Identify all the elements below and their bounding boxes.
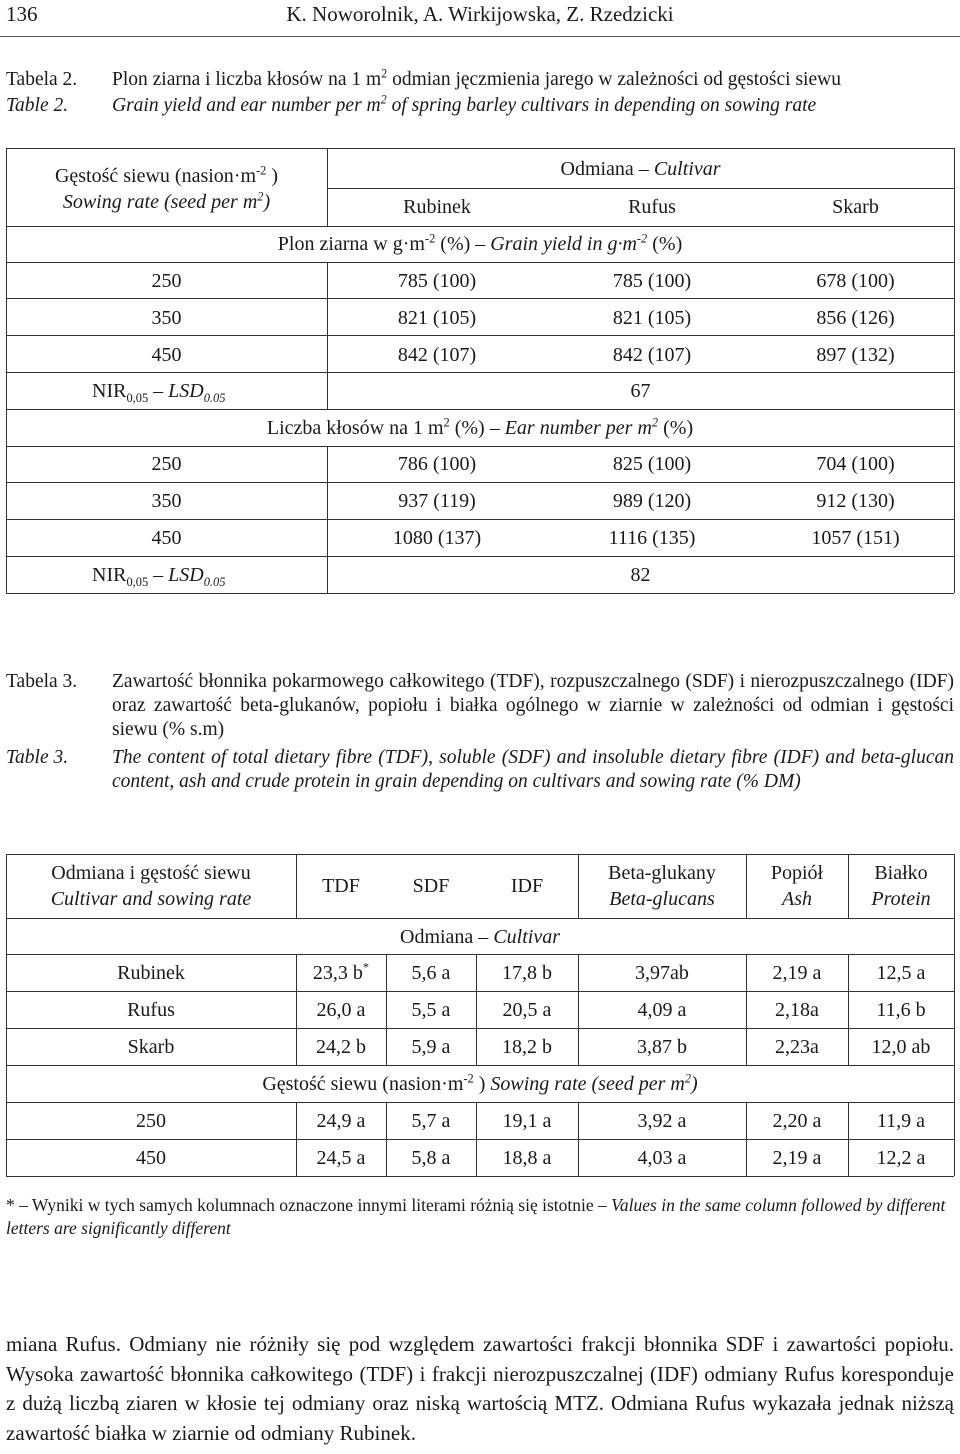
row-rule [6, 519, 954, 520]
yield-value: 821 (105) [397, 307, 477, 329]
ear-value: 786 (100) [397, 453, 477, 475]
table3-bottom-rule [6, 1176, 954, 1177]
ash-value: 2,19 a [772, 1147, 822, 1169]
table3-header-rule [6, 918, 954, 919]
protein-value: 11,6 b [876, 999, 926, 1021]
table2-head-rufus: Rufus [628, 196, 676, 218]
table3-section-rule [6, 954, 954, 955]
protein-value: 11,9 a [876, 1110, 926, 1132]
table3-head-idf: IDF [510, 875, 544, 897]
table3-title-pl: Zawartość błonnika pokarmowego całkowitego (TDF), rozpuszczalnego (SDF) i nierozpuszczalnego (IDF) oraz zawartość beta-glukanów, popiołu i białka ogólnego w ziarnie w zależności od odmian i gęstości siewu (% s.m) [112, 671, 954, 740]
table2-cultivar-rule [327, 188, 954, 189]
header-authors: K. Noworolnik, A. Wirkijowska, Z. Rzedzicki [286, 2, 674, 26]
row-rule [6, 372, 954, 373]
table3-right-border [954, 854, 955, 1176]
body-paragraph: miana Rufus. Odmiany nie różniły się pod względem zawartości frakcji błonnika SDF i zawartości popiołu. Wysoka zawartość błonnika całkowitego (TDF) i frakcji nierozpuszczalnej (IDF) odmiany Rufus koresponduje z dużą liczbą ziaren w kłosie tej odmiany oraz niską wartością MTZ. Odmiana Rufus wykazała jednak niższą zawartość białka w ziarnie od odmiany Rubinek. [6, 1332, 954, 1445]
yield-rate: 250 [151, 270, 182, 292]
ear-value: 1080 (137) [392, 527, 482, 549]
row-rule [6, 446, 954, 447]
row-label: Rubinek [117, 962, 185, 984]
table2-section-yield: Plon ziarna w $g\cdot m^{-2}$ (%) – Grain yield in $g\cdot m^{-2}$ (%) [277, 231, 683, 255]
table3-label-en: Table 3. [6, 747, 69, 768]
table3-head-first-pl: Odmiana i gęstość siewu [51, 862, 251, 884]
table2-ear-lsd-label: $NIR_{0,05} - LSD_{0.05}$ [92, 564, 226, 589]
yield-value: 821 (105) [612, 307, 692, 329]
ear-value: 1057 (151) [811, 527, 900, 549]
idf-value: 20,5 a [502, 999, 552, 1021]
table3-head-ash-en: Ash [782, 888, 812, 910]
row-rule [6, 1028, 954, 1029]
table3-head-protein-en: Protein [871, 888, 931, 910]
ear-value: 912 (130) [816, 490, 895, 512]
table2-header-rule [6, 226, 954, 227]
beta-value: 3,87 b [637, 1036, 687, 1058]
yield-rate: 350 [151, 307, 182, 329]
row-rule [6, 556, 954, 557]
table3-head-first-en: Cultivar and sowing rate [50, 888, 252, 910]
table2-title-pl: Plon ziarna i liczba kłosów na 1 $m^2$ odmian jęczmienia jarego w zależności od gęstości siewu [112, 66, 841, 90]
yield-value: 785 (100) [397, 270, 477, 292]
table3-head-protein-pl: Białko [874, 862, 928, 884]
idf-value: 18,8 a [502, 1147, 552, 1169]
beta-value: 3,92 a [637, 1110, 687, 1132]
beta-value: 4,09 a [637, 999, 687, 1021]
ash-value: 2,23a [775, 1036, 819, 1058]
table2-yield-lsd-label: $NIR_{0,05} - LSD_{0.05}$ [92, 380, 226, 405]
row-label: 250 [136, 1110, 166, 1132]
yield-rate: 450 [151, 344, 182, 366]
ear-rate: 450 [151, 527, 182, 549]
protein-value: 12,2 a [876, 1147, 926, 1169]
table3-head-beta-pl: Beta-glukany [608, 862, 716, 884]
sdf-value: 5,7 a [411, 1110, 451, 1132]
table2-right-border [954, 148, 955, 593]
table2-top-rule [6, 148, 954, 149]
yield-value: 678 (100) [816, 270, 895, 292]
row-rule [6, 335, 954, 336]
row-rule [6, 991, 954, 992]
beta-value: 4,03 a [637, 1147, 687, 1169]
table2-head-rubinek: Rubinek [403, 196, 471, 218]
yield-value: 897 (132) [816, 344, 895, 366]
sdf-value: 5,8 a [411, 1147, 451, 1169]
table-footnote: * – Wyniki w tych samych kolumnach oznaczone innymi literami różnią się istotnie – Values in the same column followed by different letters are significantly different [6, 1195, 946, 1238]
ash-value: 2,20 a [772, 1110, 822, 1132]
yield-value: 842 (107) [612, 344, 692, 366]
ash-value: 2,18a [775, 999, 819, 1021]
table3-section-cultivar: Odmiana – Cultivar [400, 926, 560, 948]
table3-head-tdf: TDF [322, 875, 360, 897]
ash-value: 2,19 a [772, 962, 822, 984]
row-rule [6, 298, 954, 299]
yield-value: 842 (107) [397, 344, 477, 366]
ear-value: 1116 (135) [608, 527, 696, 549]
ear-value: 937 (119) [398, 490, 476, 512]
table2-bottom-rule [6, 593, 954, 594]
table2-yield-lsd-value: 67 [630, 380, 651, 402]
yield-value: 856 (126) [816, 307, 895, 329]
idf-value: 18,2 b [502, 1036, 552, 1058]
sdf-value: 5,9 a [411, 1036, 451, 1058]
tdf-value: 24,9 a [316, 1110, 366, 1132]
running-header [0, 0, 960, 37]
table2-title-en: Grain yield and ear number per $m^2$ of spring barley cultivars in depending on sowing rate [112, 92, 817, 116]
protein-value: 12,0 ab [871, 1036, 931, 1058]
table2-label-en: Table 2. [6, 95, 69, 116]
table3-title-en: The content of total dietary fibre (TDF), soluble (SDF) and insoluble dietary fibre (IDF) and beta-glucan content, ash and crude protein in grain depending on cultivars and sowing rate (% DM) [112, 747, 954, 792]
tdf-value: 24,5 a [316, 1147, 366, 1169]
row-label: 450 [136, 1147, 166, 1169]
table2-head-skarb: Skarb [832, 196, 879, 218]
yield-value: 785 (100) [612, 270, 692, 292]
sdf-value: 5,6 a [411, 962, 451, 984]
protein-value: 12,5 a [876, 962, 926, 984]
table2-head-cultivar: Odmiana – Cultivar [560, 158, 721, 180]
page-number: 136 [6, 2, 38, 26]
row-label: Skarb [127, 1036, 175, 1058]
table3-label-pl: Tabela 3. [6, 671, 78, 692]
table2-head-sowing-pl: Gęstość siewu ($nasion\cdot m^{-2}$ ) [54, 163, 279, 187]
table3-top-rule [6, 854, 954, 855]
ear-rate: 350 [151, 490, 182, 512]
row-label: Rufus [127, 999, 175, 1021]
tdf-value: 24,2 b [316, 1036, 366, 1058]
sdf-value: 5,5 a [411, 999, 451, 1021]
table3-head-sdf: SDF [412, 875, 450, 897]
row-rule [6, 1139, 954, 1140]
row-rule [6, 482, 954, 483]
table2-ear-lsd-value: 82 [630, 564, 651, 586]
tdf-value: 23,3 b* [312, 960, 370, 984]
idf-value: 19,1 a [502, 1110, 552, 1132]
ear-value: 704 (100) [816, 453, 895, 475]
row-rule [6, 1102, 954, 1103]
table2-head-sowing-en: Sowing rate (seed per $m^2$) [62, 189, 271, 213]
tdf-value: 26,0 a [316, 999, 366, 1021]
ear-value: 825 (100) [612, 453, 692, 475]
table2-section-ears: Liczba kłosów na 1 $m^2$ (%) – Ear number per $m^2$ (%) [266, 415, 694, 439]
ear-value: 989 (120) [612, 490, 692, 512]
table3-head-beta-en: Beta-glucans [609, 888, 715, 910]
table3-section-rate: Gęstość siewu ($nasion\cdot m^{-2}$ ) Sowing rate (seed per $m^2$) [262, 1071, 698, 1095]
table2-section1-rule [6, 262, 954, 263]
row-rule [6, 1065, 954, 1066]
idf-value: 17,8 b [502, 962, 552, 984]
ear-rate: 250 [151, 453, 182, 475]
table2-label-pl: Tabela 2. [6, 69, 78, 90]
table3-head-ash-pl: Popiół [770, 862, 824, 884]
beta-value: 3,97ab [635, 962, 689, 984]
row-rule [6, 409, 954, 410]
